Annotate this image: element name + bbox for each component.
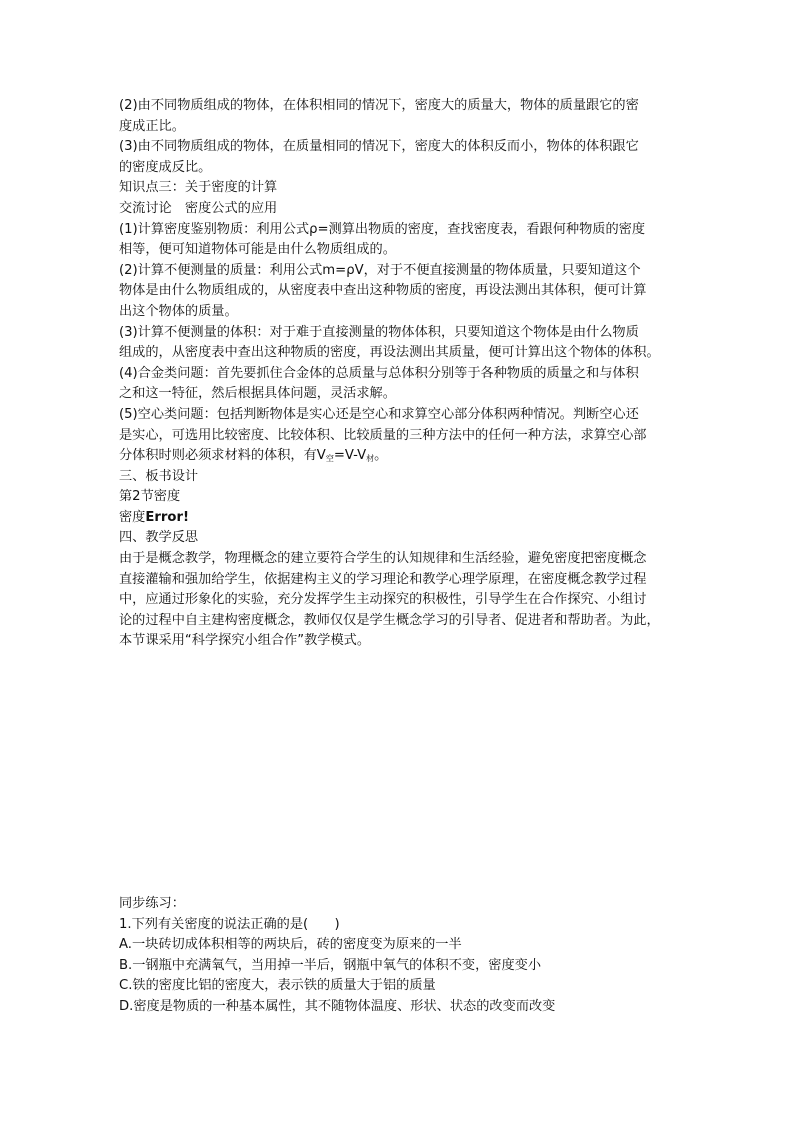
formula-line xyxy=(119,446,689,467)
subscript: 空 xyxy=(325,454,334,464)
subsection-heading: 交流讨论 密度公式的应用 xyxy=(119,200,278,216)
text-line: 论的过程中自主建构密度概念，教师仅仅是学生概念学习的引导者、促进者和帮助者。为此， xyxy=(119,612,660,628)
text-line: (3)由不同物质组成的物体，在质量相同的情况下，密度大的体积反而小，物体的体积跟它 xyxy=(119,139,639,155)
subscript: 材 xyxy=(366,454,375,464)
option-a: A.一块砖切成体积相等的两块后，砖的密度变为原来的一半 xyxy=(119,937,462,953)
text-line: (5)空心类问题：包括判断物体是实心还是空心和求算空心部分体积两种情况。判断空心还 xyxy=(119,406,639,422)
question-stem: 1.下列有关密度的说法正确的是( ) xyxy=(119,916,340,932)
text-line: 中，应通过形象化的实验，充分发挥学生主动探究的积极性，引导学生在合作探究、小组讨 xyxy=(119,592,647,608)
text-line: (2)计算不便测量的质量：利用公式m=ρV，对于不便直接测量的物体质量，只要知道这个 xyxy=(119,262,641,278)
board-title: 第2节密度 xyxy=(119,489,181,505)
option-d: D.密度是物质的一种基本属性，其不随物体温度、形状、状态的改变而改变 xyxy=(119,998,556,1014)
text-line: 的密度成反比。 xyxy=(119,159,212,175)
text-line: 组成的，从密度表中查出这种物质的密度，再设法测出其质量，便可计算出这个物体的体积。 xyxy=(119,345,660,361)
text-line: 度成正比。 xyxy=(119,118,185,134)
exercise-title: 同步练习： xyxy=(119,896,185,911)
text-line: 相等，便可知道物体可能是由什么物质组成的。 xyxy=(119,242,396,258)
text-line: 物体是由什么物质组成的，从密度表中查出这种物质的密度，再设法测出其体积，便可计算 xyxy=(119,283,647,299)
section-heading: 四、教学反思 xyxy=(119,530,199,546)
formula-text: 。 xyxy=(374,448,388,464)
exercise-section xyxy=(119,894,689,1018)
text-line: 直接灌输和强加给学生，依据建构主义的学习理论和教学心理学原理，在密度概念教学过程 xyxy=(119,571,647,587)
text-line: (1)计算密度鉴别物质：利用公式ρ=测算出物质的密度，查找密度表，看跟何种物质的密度 xyxy=(119,221,646,237)
formula-text: =V-V xyxy=(333,448,367,464)
lesson-content xyxy=(119,96,689,652)
text-line: 之和这一特征，然后根据具体问题，灵活求解。 xyxy=(119,386,396,402)
section-heading: 知识点三：关于密度的计算 xyxy=(119,180,278,196)
text-line: (2)由不同物质组成的物体，在体积相同的情况下，密度大的质量大，物体的质量跟它的密 xyxy=(119,98,639,113)
option-c: C.铁的密度比铝的密度大，表示铁的质量大于铝的质量 xyxy=(119,978,436,994)
text-line: 由于是概念教学，物理概念的建立要符合学生的认知规律和生活经验，避免密度把密度概念 xyxy=(119,551,647,567)
board-label: 密度 xyxy=(119,509,146,525)
text-line: (4)合金类问题：首先要抓住合金体的总质量与总体积分别等于各种物质的质量之和与体积 xyxy=(119,365,639,381)
text-line: (3)计算不便测量的体积：对于难于直接测量的物体体积，只要知道这个物体是由什么物质 xyxy=(119,324,639,340)
text-line: 本节课采用“科学探究小组合作”教学模式。 xyxy=(119,633,371,649)
text-line: 是实心，可选用比较密度、比较体积、比较质量的三种方法中的任何一种方法，求算空心部 xyxy=(119,427,647,443)
text-line: 出这个物体的质量。 xyxy=(119,303,238,319)
section-heading: 三、板书设计 xyxy=(119,468,199,484)
error-text: Error! xyxy=(145,509,189,525)
option-b: B.一钢瓶中充满氧气，当用掉一半后，钢瓶中氧气的体积不变，密度变小 xyxy=(119,957,542,973)
formula-text: 分体积时则必须求材料的体积，有V xyxy=(119,448,326,464)
board-formula xyxy=(119,508,689,529)
